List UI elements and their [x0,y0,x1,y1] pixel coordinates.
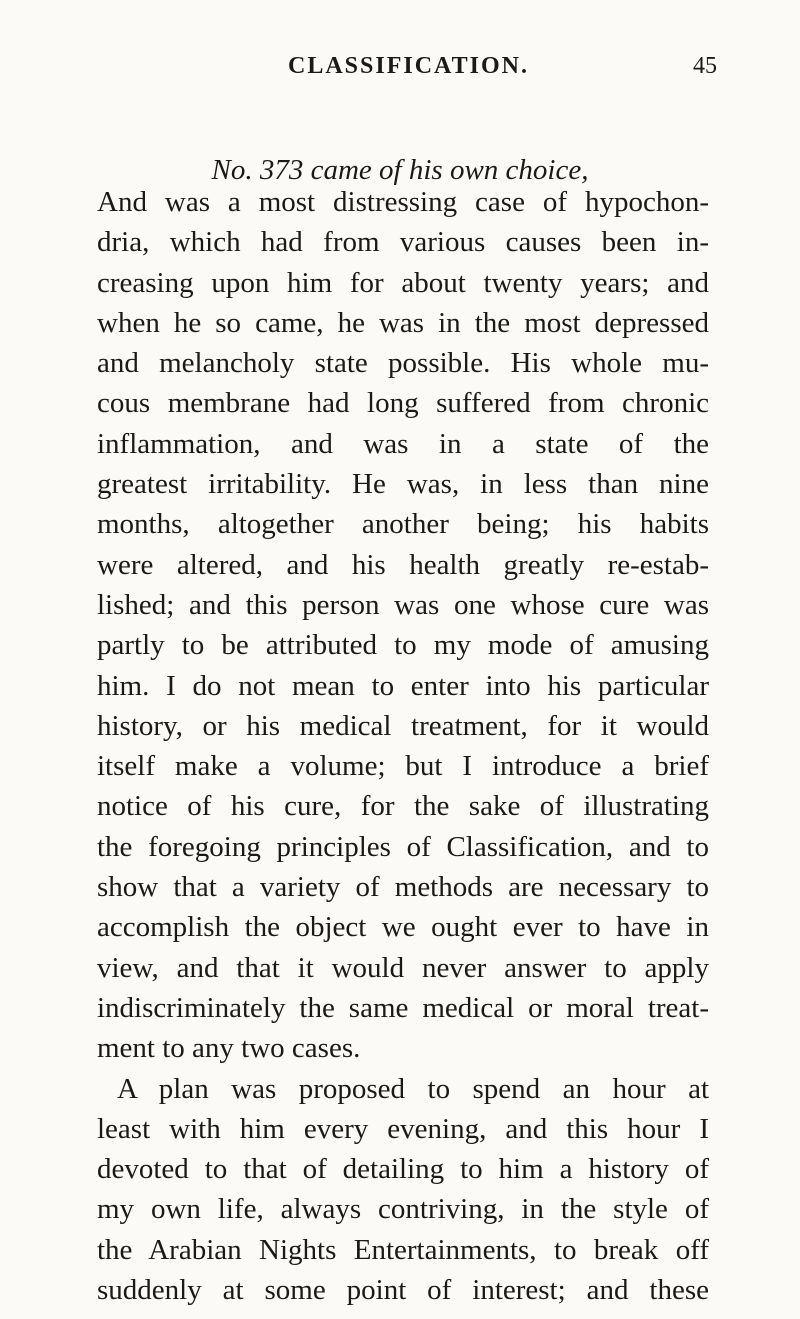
text-line: the foregoing principles of Classification, and to [97,830,709,863]
text-line: inflammation, and was in a state of the [97,427,709,460]
text-line: dria, which had from various causes been in- [97,226,709,259]
text-line: ment to any two cases. [97,1032,361,1065]
text-line: lished; and this person was one whose cure was [97,588,709,621]
text-line: partly to be attributed to my mode of amusing [97,629,709,662]
case-heading-text: came of his own choice, [310,154,589,186]
running-head [0,46,800,86]
text-line: were altered, and his health greatly re-estab- [97,548,709,581]
text-line: devoted to that of detailing to him a history of [97,1153,709,1186]
page-number: 45 [693,53,717,79]
text-line: the Arabian Nights Entertainments, to break off [97,1233,709,1266]
text-line: and melancholy state possible. His whole mu- [97,347,709,380]
text-line: greatest irritability. He was, in less than nine [97,468,709,501]
text-line: show that a variety of methods are necessary to [97,871,709,904]
case-number: No. 373 [211,154,304,186]
text-line: history, or his medical treatment, for it would [97,709,709,742]
text-line: months, altogether another being; his habits [97,508,709,541]
text-line: And was a most distressing case of hypochon- [97,186,709,218]
running-title: CLASSIFICATION. [288,53,529,79]
text-line: suddenly at some point of interest; and these [97,1274,709,1307]
text-line: itself make a volume; but I introduce a brief [97,750,709,783]
text-line: view, and that it would never answer to apply [97,951,709,984]
text-line: notice of his cure, for the sake of illustrating [97,790,709,823]
text-line: accomplish the object we ought ever to have in [97,911,709,944]
text-line: creasing upon him for about twenty years; and [97,266,709,299]
text-line: him. I do not mean to enter into his particular [97,669,709,702]
text-line: A plan was proposed to spend an hour at [117,1072,709,1105]
text-line: my own life, always contriving, in the style of [97,1193,709,1226]
text-line: least with him every evening, and this hour I [97,1112,709,1145]
text-line: cous membrane had long suffered from chronic [97,387,709,420]
text-line: when he so came, he was in the most depressed [97,306,709,339]
body-text [97,182,709,1310]
text-line: indiscriminately the same medical or moral treat- [97,991,709,1024]
